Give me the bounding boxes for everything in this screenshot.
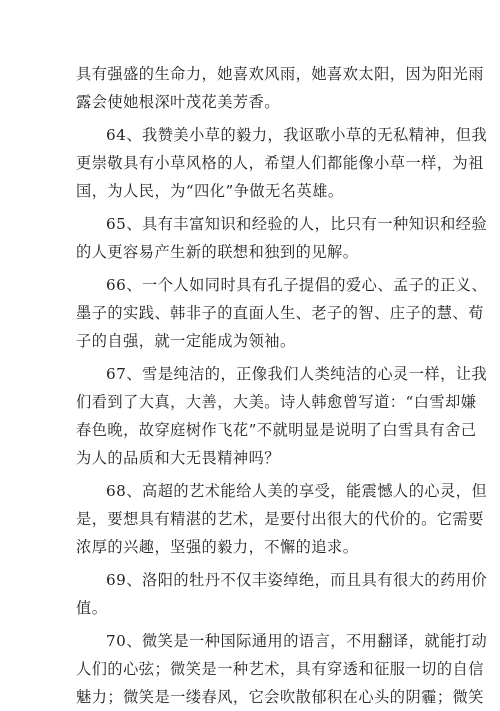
paragraph-line: 是，要想具有精湛的艺术，是要付出很大的代价的。它需要 xyxy=(76,510,484,528)
paragraph-68 xyxy=(76,477,488,561)
paragraph-line: 更崇敬具有小草风格的人，希望人们都能像小草一样，为祖 xyxy=(76,154,484,172)
paragraph-line: 们看到了大真，大善，大美。诗人韩愈曾写道：“白雪却嫌 xyxy=(76,393,477,411)
paragraph-63-continued xyxy=(76,60,484,116)
document-body xyxy=(76,60,488,711)
paragraph-line: 浓厚的兴趣，坚强的毅力，不懈的追求。 xyxy=(76,538,359,556)
paragraph-line: 国，为人民，为“四化”争做无名英雄。 xyxy=(76,182,344,200)
paragraph-line: 墨子的实践、韩非子的直面人生、老子的智、庄子的慧、荀 xyxy=(76,304,484,322)
paragraph-line: 值。 xyxy=(76,599,108,617)
paragraph-69 xyxy=(76,566,488,622)
paragraph-66 xyxy=(76,271,488,355)
paragraph-line: 具有强盛的生命力，她喜欢风雨，她喜欢太阳，因为阳光雨 xyxy=(76,65,484,83)
paragraph-line: 65、具有丰富知识和经验的人，比只有一种知识和经验 xyxy=(106,215,488,233)
paragraph-line: 69、洛阳的牡丹不仅丰姿绰绝，而且具有很大的药用价 xyxy=(106,571,488,589)
paragraph-line: 露会使她根深叶茂花美芳香。 xyxy=(76,93,280,111)
paragraph-70 xyxy=(76,627,488,711)
paragraph-67 xyxy=(76,360,488,472)
paragraph-line: 67、雪是纯洁的，正像我们人类纯洁的心灵一样，让我 xyxy=(106,365,488,383)
paragraph-line: 子的自强，就一定能成为领袖。 xyxy=(76,332,296,350)
paragraph-line: 春色晚，故穿庭树作飞花”不就明显是说明了白雪具有舍己 xyxy=(76,421,477,439)
paragraph-line: 70、微笑是一种国际通用的语言，不用翻译，就能打动 xyxy=(106,632,488,650)
paragraph-65 xyxy=(76,210,488,266)
paragraph-line: 的人更容易产生新的联想和独到的见解。 xyxy=(76,243,359,261)
paragraph-line: 66、一个人如同时具有孔子提倡的爱心、孟子的正义、 xyxy=(106,276,488,294)
paragraph-line: 魅力；微笑是一缕春风，它会吹散郁积在心头的阴霾；微笑 xyxy=(76,688,484,706)
paragraph-line: 人们的心弦；微笑是一种艺术，具有穿透和征服一切的自信 xyxy=(76,660,484,678)
paragraph-64 xyxy=(76,121,488,205)
paragraph-line: 68、高超的艺术能给人美的享受，能震憾人的心灵，但 xyxy=(106,482,488,500)
paragraph-line: 为人的品质和大无畏精神吗？ xyxy=(76,449,280,467)
paragraph-line: 64、我赞美小草的毅力，我讴歌小草的无私精神，但我 xyxy=(106,126,488,144)
